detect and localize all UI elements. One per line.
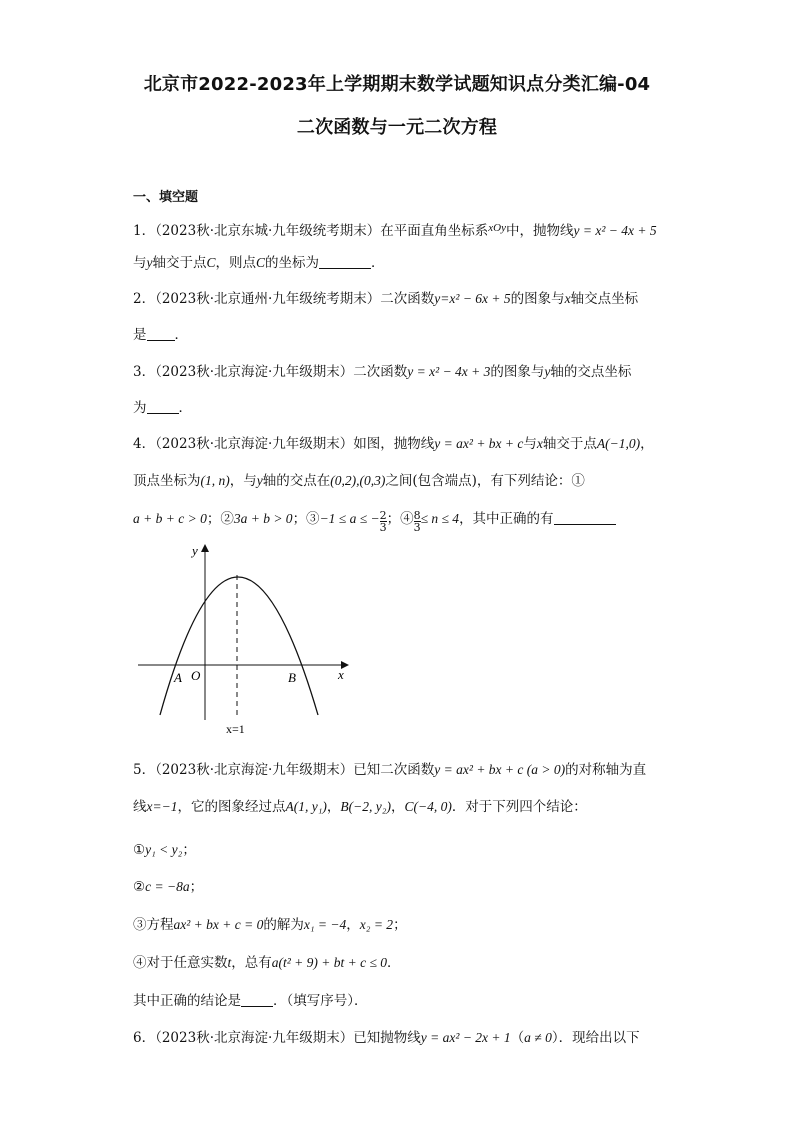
q5-conclusion1: [133, 840, 196, 860]
q5-conclusion2: [133, 877, 203, 897]
q5-text2: 的对称轴为直: [565, 762, 647, 778]
parabola-graph: [130, 535, 360, 740]
q5-point-a: A(1, y₁): [285, 799, 327, 814]
q3-equation: y = x² − 4x + 3: [407, 364, 491, 379]
q5-root1: x₁ = −4: [303, 917, 347, 932]
q4-conclusion4: ≤ n ≤ 4: [420, 511, 460, 526]
q3-text3: 轴的交点坐标: [550, 364, 632, 380]
q3-line1: [133, 362, 631, 382]
q4-fraction-eight-thirds: [414, 510, 421, 533]
graph-x-label: x: [338, 667, 344, 682]
q1-text2: 中，抛物线: [506, 223, 574, 239]
q4-range: (0,2),(0,3): [330, 473, 386, 488]
q1-text5: ，则点: [215, 255, 257, 271]
q5-marker3: ③: [133, 917, 147, 933]
q5-marker2: ②: [133, 879, 146, 895]
q6-condition: a ≠ 0: [524, 1030, 552, 1045]
q4-number: 4．: [133, 436, 156, 452]
q4-tail: ，其中正确的有: [459, 511, 554, 527]
q5-comma1: ，: [326, 799, 341, 815]
q1-point-c2: C: [256, 255, 266, 270]
q5-conclusion1-math: y₁ < y₂: [145, 842, 183, 857]
q5-question: [133, 991, 368, 1011]
q4-var-y: y: [256, 473, 263, 488]
q5-ask: 其中正确的结论是: [133, 993, 241, 1009]
q4-equation: y = ax² + bx + c: [434, 436, 524, 451]
q1-end: ．: [371, 255, 385, 271]
q5-text5: ．对于下列四个结论：: [451, 799, 587, 815]
document-title-line2: 二次函数与一元二次方程: [296, 117, 498, 138]
graph-y-label: y: [192, 543, 198, 558]
q4-point-a: A(−1,0): [596, 436, 641, 451]
q6-text3: ）．现给出以下: [551, 1030, 640, 1046]
q2-line1: [133, 289, 638, 309]
q5-text9: ，总有: [231, 955, 272, 971]
q5-text3: 线: [133, 799, 147, 815]
q5-end2: ；: [189, 879, 204, 895]
q5-marker1: ①: [133, 842, 146, 858]
q4-line3: [133, 509, 616, 533]
q4-conclusion1: a + b + c > 0: [133, 511, 207, 526]
q5-axis: x=−1: [146, 799, 178, 814]
q5-end3: ；: [393, 917, 407, 933]
q5-answer-blank[interactable]: [241, 992, 273, 1007]
q4-text4: ，: [640, 436, 654, 452]
q5-marker4: ④: [133, 955, 147, 971]
q3-source: （2023秋·北京海淀·九年级期末）: [155, 364, 354, 380]
q5-source: （2023秋·北京海淀·九年级期末）: [155, 762, 354, 778]
q1-line2: [133, 253, 385, 273]
q1-answer-blank[interactable]: [319, 254, 371, 269]
q4-line2: [133, 471, 585, 491]
q4-conclusion3: −1 ≤ a ≤ −: [319, 511, 380, 526]
q2-text: 二次函数: [380, 291, 435, 307]
q2-equation: y=x² − 6x + 5: [434, 291, 511, 306]
q1-equation: y = x² − 4x + 5: [573, 223, 657, 238]
q2-text4: 是: [133, 327, 147, 343]
q6-equation: y = ax² − 2x + 1: [420, 1030, 511, 1045]
q5-conclusion3: [133, 915, 407, 935]
q3-line2: [133, 398, 192, 418]
q1-text: 在平面直角坐标系: [380, 223, 489, 239]
q4-text2: 与: [523, 436, 537, 452]
q4-sep2: ；③: [292, 511, 320, 527]
q2-line2: [133, 325, 188, 345]
q1-text3: 与: [133, 255, 147, 271]
q5-text7: 的解为: [263, 917, 304, 933]
q4-text: 如图，抛物线: [353, 436, 435, 452]
frac-den: 3: [413, 521, 421, 534]
q4-sep1: ；②: [206, 511, 234, 527]
q6-text2: （: [510, 1030, 525, 1046]
document-title-line1: 北京市2022-2023年上学期期末数学试题知识点分类汇编-04: [143, 74, 651, 95]
q5-inequality: a(t² + 9) + bt + c ≤ 0: [271, 955, 388, 970]
graph-point-b-label: B: [288, 670, 296, 685]
q4-text3: 轴交于点: [542, 436, 597, 452]
q4-text6: ，与: [229, 473, 257, 489]
q3-end: ．: [178, 400, 192, 416]
q6-source: （2023秋·北京海淀·九年级期末）: [155, 1030, 354, 1046]
q5-text: 已知二次函数: [353, 762, 435, 778]
q1-number: 1．: [133, 223, 156, 239]
q4-vertex: (1, n): [200, 473, 230, 488]
q5-root2: x₂ = 2: [359, 917, 394, 932]
q5-point-b: B(−2, y₂): [340, 799, 391, 814]
q5-text8: 对于任意实数: [146, 955, 228, 971]
q5-ask2: ．（填写序号）．: [273, 993, 368, 1009]
q4-text5: 顶点坐标为: [133, 473, 201, 489]
q5-comma3: ，: [346, 917, 360, 933]
q5-comma2: ，: [390, 799, 405, 815]
parabola-curve: [160, 577, 318, 715]
graph-axis-label: x=1: [226, 722, 245, 736]
q3-var-y: y: [544, 364, 551, 379]
q4-fraction-two-thirds: [380, 510, 387, 533]
section-heading: 一、填空题: [133, 190, 199, 205]
q4-text8: 之间(包含端点)，有下列结论：①: [385, 473, 585, 489]
q4-text7: 轴的交点在: [262, 473, 331, 489]
q5-equation: y = ax² + bx + c (a > 0): [434, 762, 566, 777]
q5-line1: [133, 760, 646, 780]
q5-end4: ．: [387, 955, 401, 971]
q4-var-x: x: [536, 436, 543, 451]
q5-text6: 方程: [146, 917, 174, 933]
q4-source: （2023秋·北京海淀·九年级期末）: [155, 436, 354, 452]
q4-answer-blank[interactable]: [554, 510, 616, 525]
q2-var-x: x: [564, 291, 571, 306]
q1-text4: 轴交于点: [152, 255, 207, 271]
frac-num: 2: [379, 509, 387, 522]
q5-var-t: t: [227, 955, 232, 970]
frac-num: 8: [413, 509, 421, 522]
q5-point-c: C(−4, 0): [404, 799, 452, 814]
q1-source: （2023秋·北京东城·九年级统考期末）: [155, 223, 381, 239]
q5-conclusion2-math: c = −8a: [145, 879, 190, 894]
q2-end: ．: [174, 327, 188, 343]
q2-number: 2．: [133, 291, 156, 307]
q6-number: 6．: [133, 1030, 156, 1046]
q5-equation2: ax² + bx + c = 0: [173, 917, 264, 932]
q6-line1: [133, 1028, 640, 1048]
q4-sep3: ；④: [386, 511, 414, 527]
q3-number: 3．: [133, 364, 156, 380]
graph-origin-label: O: [191, 668, 201, 683]
q5-text4: ，它的图象经过点: [177, 799, 286, 815]
q3-text2: 的图象与: [490, 364, 545, 380]
q2-text3: 轴交点坐标: [570, 291, 639, 307]
q3-text4: 为: [133, 400, 147, 416]
q2-answer-blank[interactable]: [147, 326, 175, 341]
q3-text: 二次函数: [353, 364, 408, 380]
frac-den: 3: [379, 521, 387, 534]
q1-xoy: xOy: [488, 222, 507, 234]
q4-line1: [133, 434, 654, 454]
q2-source: （2023秋·北京通州·九年级统考期末）: [155, 291, 381, 307]
q4-conclusion2: 3a + b > 0: [233, 511, 293, 526]
q5-number: 5．: [133, 762, 156, 778]
graph-point-a-label: A: [174, 670, 182, 685]
q6-text: 已知抛物线: [353, 1030, 421, 1046]
q3-answer-blank[interactable]: [147, 399, 179, 414]
q1-text6: 的坐标为: [265, 255, 320, 271]
q1-point-c: C: [206, 255, 216, 270]
q5-line2: [133, 797, 587, 817]
q5-end1: ；: [182, 842, 196, 858]
q5-conclusion4: [133, 953, 401, 973]
q1-var-y: y: [146, 255, 153, 270]
q2-text2: 的图象与: [510, 291, 565, 307]
q1-line1: [133, 218, 657, 241]
